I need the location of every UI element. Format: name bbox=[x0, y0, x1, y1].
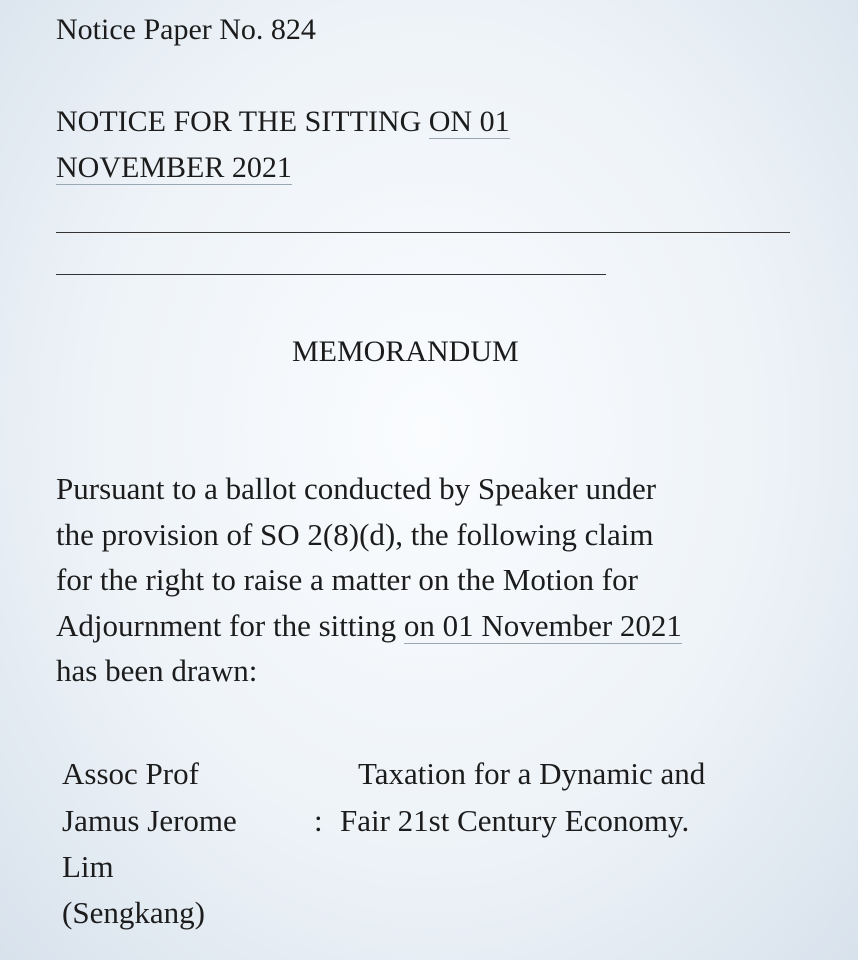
memorandum-title: MEMORANDUM bbox=[292, 335, 519, 368]
member-name-line: Jamus Jerome bbox=[62, 803, 237, 838]
claim-subject-line: Fair 21st Century Economy. bbox=[340, 803, 690, 838]
paragraph-text: Adjournment for the sitting bbox=[56, 607, 404, 643]
paragraph-line: the provision of SO 2(8)(d), the following claim bbox=[56, 516, 654, 552]
paragraph-line: for the right to raise a matter on the Motion for bbox=[56, 562, 638, 597]
sitting-heading-date-part: ON 01 bbox=[428, 105, 510, 138]
sitting-heading-month-year: NOVEMBER 2021 bbox=[56, 151, 292, 184]
sitting-heading-text: NOTICE FOR THE SITTING bbox=[56, 105, 429, 138]
member-constituency: (Sengkang) bbox=[62, 895, 205, 930]
paragraph-line: Pursuant to a ballot conducted by Speaker under bbox=[56, 471, 657, 506]
paragraph-line bbox=[56, 603, 816, 649]
memorandum-paragraph bbox=[56, 466, 816, 694]
sitting-heading-line2 bbox=[56, 146, 292, 190]
member-name-line: Lim bbox=[62, 849, 114, 884]
sitting-heading-line1 bbox=[56, 100, 510, 144]
claim-subject-line: Taxation for a Dynamic and bbox=[358, 756, 706, 791]
paragraph-sitting-date: on 01 November 2021 bbox=[403, 607, 682, 643]
member-name-line: Assoc Prof bbox=[62, 756, 199, 791]
notice-paper-number: Notice Paper No. 824 bbox=[56, 13, 316, 46]
paragraph-line: has been drawn: bbox=[56, 653, 258, 688]
divider-long bbox=[56, 232, 790, 233]
divider-short bbox=[56, 274, 606, 275]
claim-separator: : bbox=[314, 803, 323, 838]
